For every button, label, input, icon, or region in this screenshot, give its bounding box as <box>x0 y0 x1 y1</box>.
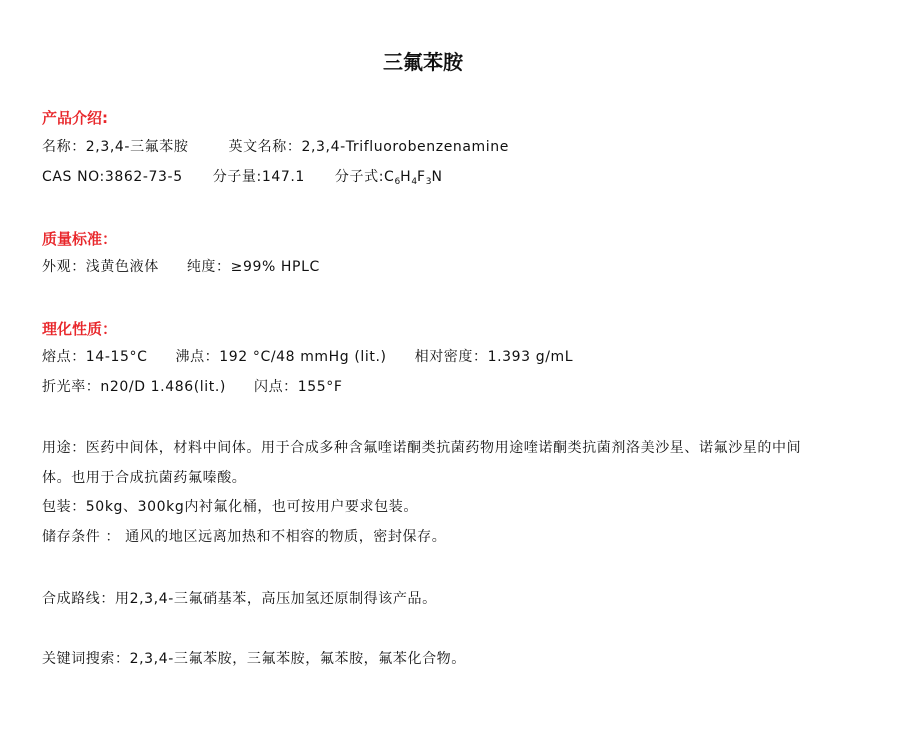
product-name: 名称：2,3,4-三氟苯胺 <box>42 139 189 155</box>
molecular-weight: 分子量:147.1 <box>212 169 305 185</box>
packaging: 包装：50kg、300kg内衬氟化桶，也可按用户要求包装。 <box>42 499 418 515</box>
usage-line-2: 体。也用于合成抗菌药氟嗪酸。 <box>42 470 247 486</box>
density: 相对密度：1.393 g/mL <box>414 349 574 365</box>
intro-row-2 <box>42 167 443 187</box>
section-heading-physchem: 理化性质： <box>42 320 118 338</box>
physchem-row-1 <box>42 347 573 367</box>
physchem-row-2 <box>42 377 343 397</box>
section-heading-intro: 产品介绍: <box>42 109 108 127</box>
cas-number: CAS NO:3862-73-5 <box>42 169 183 185</box>
boiling-point: 沸点：192 °C/48 mmHg (lit.) <box>175 349 387 365</box>
appearance: 外观：浅黄色液体 <box>42 259 159 275</box>
keywords: 关键词搜索：2,3,4-三氟苯胺，三氟苯胺，氟苯胺，氟苯化合物。 <box>42 651 466 667</box>
intro-row-1 <box>42 137 509 157</box>
refractive-index: 折光率：n20/D 1.486(lit.) <box>42 379 226 395</box>
section-heading-quality: 质量标准： <box>42 230 118 248</box>
purity: 纯度：≥99% HPLC <box>186 259 320 275</box>
molecular-formula: 分子式$:C_6H_4F_3N$ <box>334 169 443 187</box>
synthesis-route: 合成路线：用2,3,4-三氟硝基苯，高压加氢还原制得该产品。 <box>42 591 437 607</box>
english-name: 英文名称：2,3,4-Trifluorobenzenamine <box>228 139 509 155</box>
page-title: 三氟苯胺 <box>383 50 463 74</box>
usage-line-1: 用途：医药中间体，材料中间体。用于合成多种含氟喹诺酮类抗菌药物用途喹诺酮类抗菌剂洛美沙星、诺氟沙星的中间 <box>42 440 802 456</box>
flash-point: 闪点：155°F <box>253 379 343 395</box>
storage: 储存条件 ： 通风的地区远离加热和不相容的物质，密封保存。 <box>42 529 447 545</box>
quality-row <box>42 257 320 277</box>
melting-point: 熔点：14-15°C <box>42 349 148 365</box>
